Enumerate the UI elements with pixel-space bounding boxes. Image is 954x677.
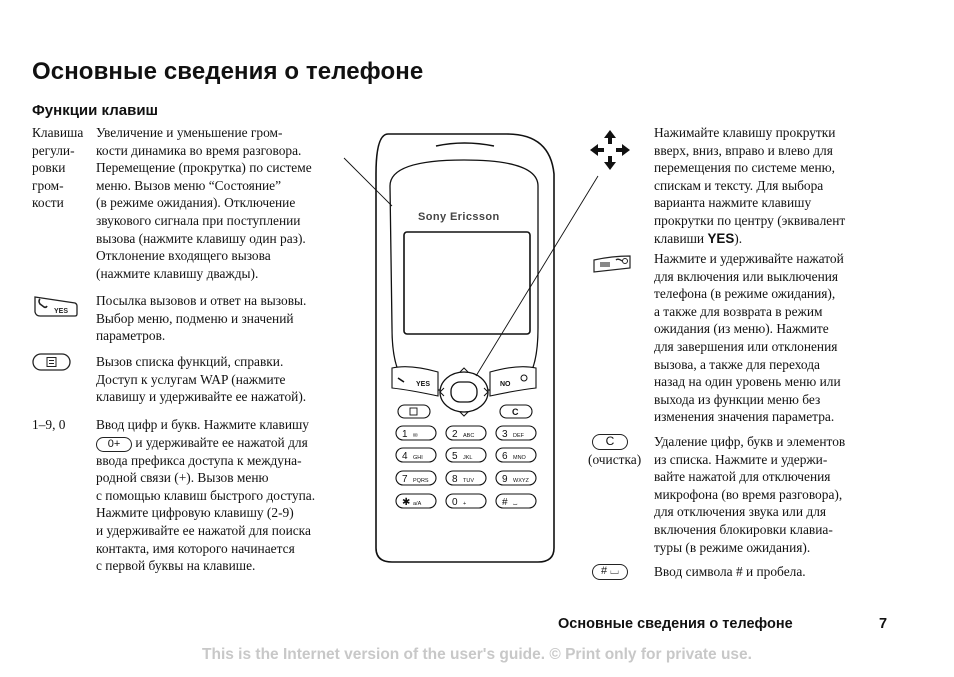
svg-text:C: C <box>512 407 519 417</box>
footer-section-title: Основные сведения о телефоне <box>558 616 793 632</box>
hash-key-icon: # ⌴ <box>592 564 628 580</box>
digit-keys-label: 1–9, 0 <box>32 417 66 432</box>
options-key-icon <box>32 353 72 371</box>
svg-text:PQRS: PQRS <box>413 478 429 484</box>
svg-text:JKL: JKL <box>463 455 473 461</box>
end-key-icon <box>592 254 632 274</box>
digit-keys-description: Ввод цифр и букв. Нажмите клавишу 0+ и удерживайте ее нажатой для ввода префикса доступа к междуна- родной связи (+). Вызов меню с помощью клавиш быстрого доступа. Нажмите цифровую клавишу (2-9) и удерживайте ее нажатой для поиска контакта, имя которого начинается с первой буквы на клавише. <box>96 417 316 574</box>
clear-key-label: (очистка) <box>588 452 642 467</box>
svg-text:1: 1 <box>402 429 408 440</box>
svg-text:✉: ✉ <box>413 433 418 439</box>
keypad-key <box>496 426 536 440</box>
svg-text:GHI: GHI <box>413 455 423 461</box>
call-key-icon <box>32 294 78 318</box>
keypad-key <box>396 448 436 462</box>
zero-plus-key-icon: 0+ <box>96 437 132 452</box>
svg-text:+: + <box>463 501 467 507</box>
svg-text:ABC: ABC <box>463 433 475 439</box>
keypad-key <box>496 471 536 485</box>
svg-text:✱: ✱ <box>402 497 411 508</box>
volume-key-label: Клавиша регули- ровки гром- кости <box>32 125 84 211</box>
svg-text:7: 7 <box>402 474 408 485</box>
keypad-key <box>396 426 436 440</box>
section-subtitle: Функции клавиш <box>32 102 159 119</box>
keypad-key <box>496 448 536 462</box>
hash-key-description: Ввод символа # и пробела. <box>654 564 806 579</box>
svg-text:⌴: ⌴ <box>513 501 518 507</box>
keypad-key <box>496 494 536 508</box>
svg-text:NO: NO <box>500 381 511 388</box>
svg-text:0: 0 <box>452 497 458 508</box>
clear-key-icon: C <box>592 434 628 450</box>
keypad-key <box>396 471 436 485</box>
end-key-description: Нажмите и удерживайте нажатой для включения или выключения телефона (в режиме ожидания), а также для возврата в режим ожидания (из меню). Нажмите для завершения или отклонения вызова, а также для перехода назад на один уровень меню или выхода из функции меню без изменения значения параметра. <box>654 251 844 425</box>
svg-text:a/A: a/A <box>413 501 422 507</box>
options-key-description: Вызов списка функций, справки. Доступ к услугам WAP (нажмите клавишу и удерживайте ее нажатой). <box>96 354 307 405</box>
svg-text:9: 9 <box>502 474 508 485</box>
phone-brand: Sony Ericsson <box>418 211 500 223</box>
svg-text:6: 6 <box>502 451 508 462</box>
svg-text:5: 5 <box>452 451 458 462</box>
page-title: Основные сведения о телефоне <box>32 58 424 85</box>
svg-text:8: 8 <box>452 474 458 485</box>
svg-text:3: 3 <box>502 429 508 440</box>
svg-text:TUV: TUV <box>463 478 474 484</box>
keypad-key <box>446 448 486 462</box>
keypad-key <box>446 494 486 508</box>
svg-text:MNO: MNO <box>513 455 526 461</box>
svg-text:WXYZ: WXYZ <box>513 478 529 484</box>
clear-key-description: Удаление цифр, букв и элементов из списка. Нажмите и удержи- вайте нажатой для отключения микрофона (во время разговора), для отключения звука или для включения блокировки клавиа- туры (в режиме ожидания). <box>654 434 846 555</box>
svg-text:YES: YES <box>416 381 431 388</box>
keypad-key <box>446 471 486 485</box>
svg-text:YES: YES <box>54 308 69 315</box>
svg-text:2: 2 <box>452 429 458 440</box>
navigation-arrows-icon <box>588 128 632 172</box>
phone-illustration <box>340 128 600 568</box>
svg-text:DEF: DEF <box>513 433 524 439</box>
call-key-description: Посылка вызовов и ответ на вызовы. Выбор меню, подменю и значений параметров. <box>96 293 307 344</box>
svg-text:4: 4 <box>402 451 408 462</box>
nav-key-description: Нажимайте клавишу прокрутки вверх, вниз, вправо и влево для перемещения по системе меню, спискам и тексту. Для выбора варианта нажмите клавишу прокрутки по центру (эквивалент клавиши YES). <box>654 125 846 246</box>
svg-text:#: # <box>502 497 508 508</box>
page-number: 7 <box>879 616 888 632</box>
keypad-key <box>446 426 486 440</box>
watermark-text: This is the Internet version of the user's guide. © Print only for private use. <box>202 646 752 663</box>
volume-key-description: Увеличение и уменьшение гром- кости динамика во время разговора. Перемещение (прокрутка) по системе меню. Вызов меню “Состояние” (в режиме ожидания). Отключение звукового сигнала при поступлении вызова (нажмите клавишу один раз). Отклонение входящего вызова (нажмите клавишу дважды). <box>96 125 312 281</box>
keypad-key <box>396 494 436 508</box>
